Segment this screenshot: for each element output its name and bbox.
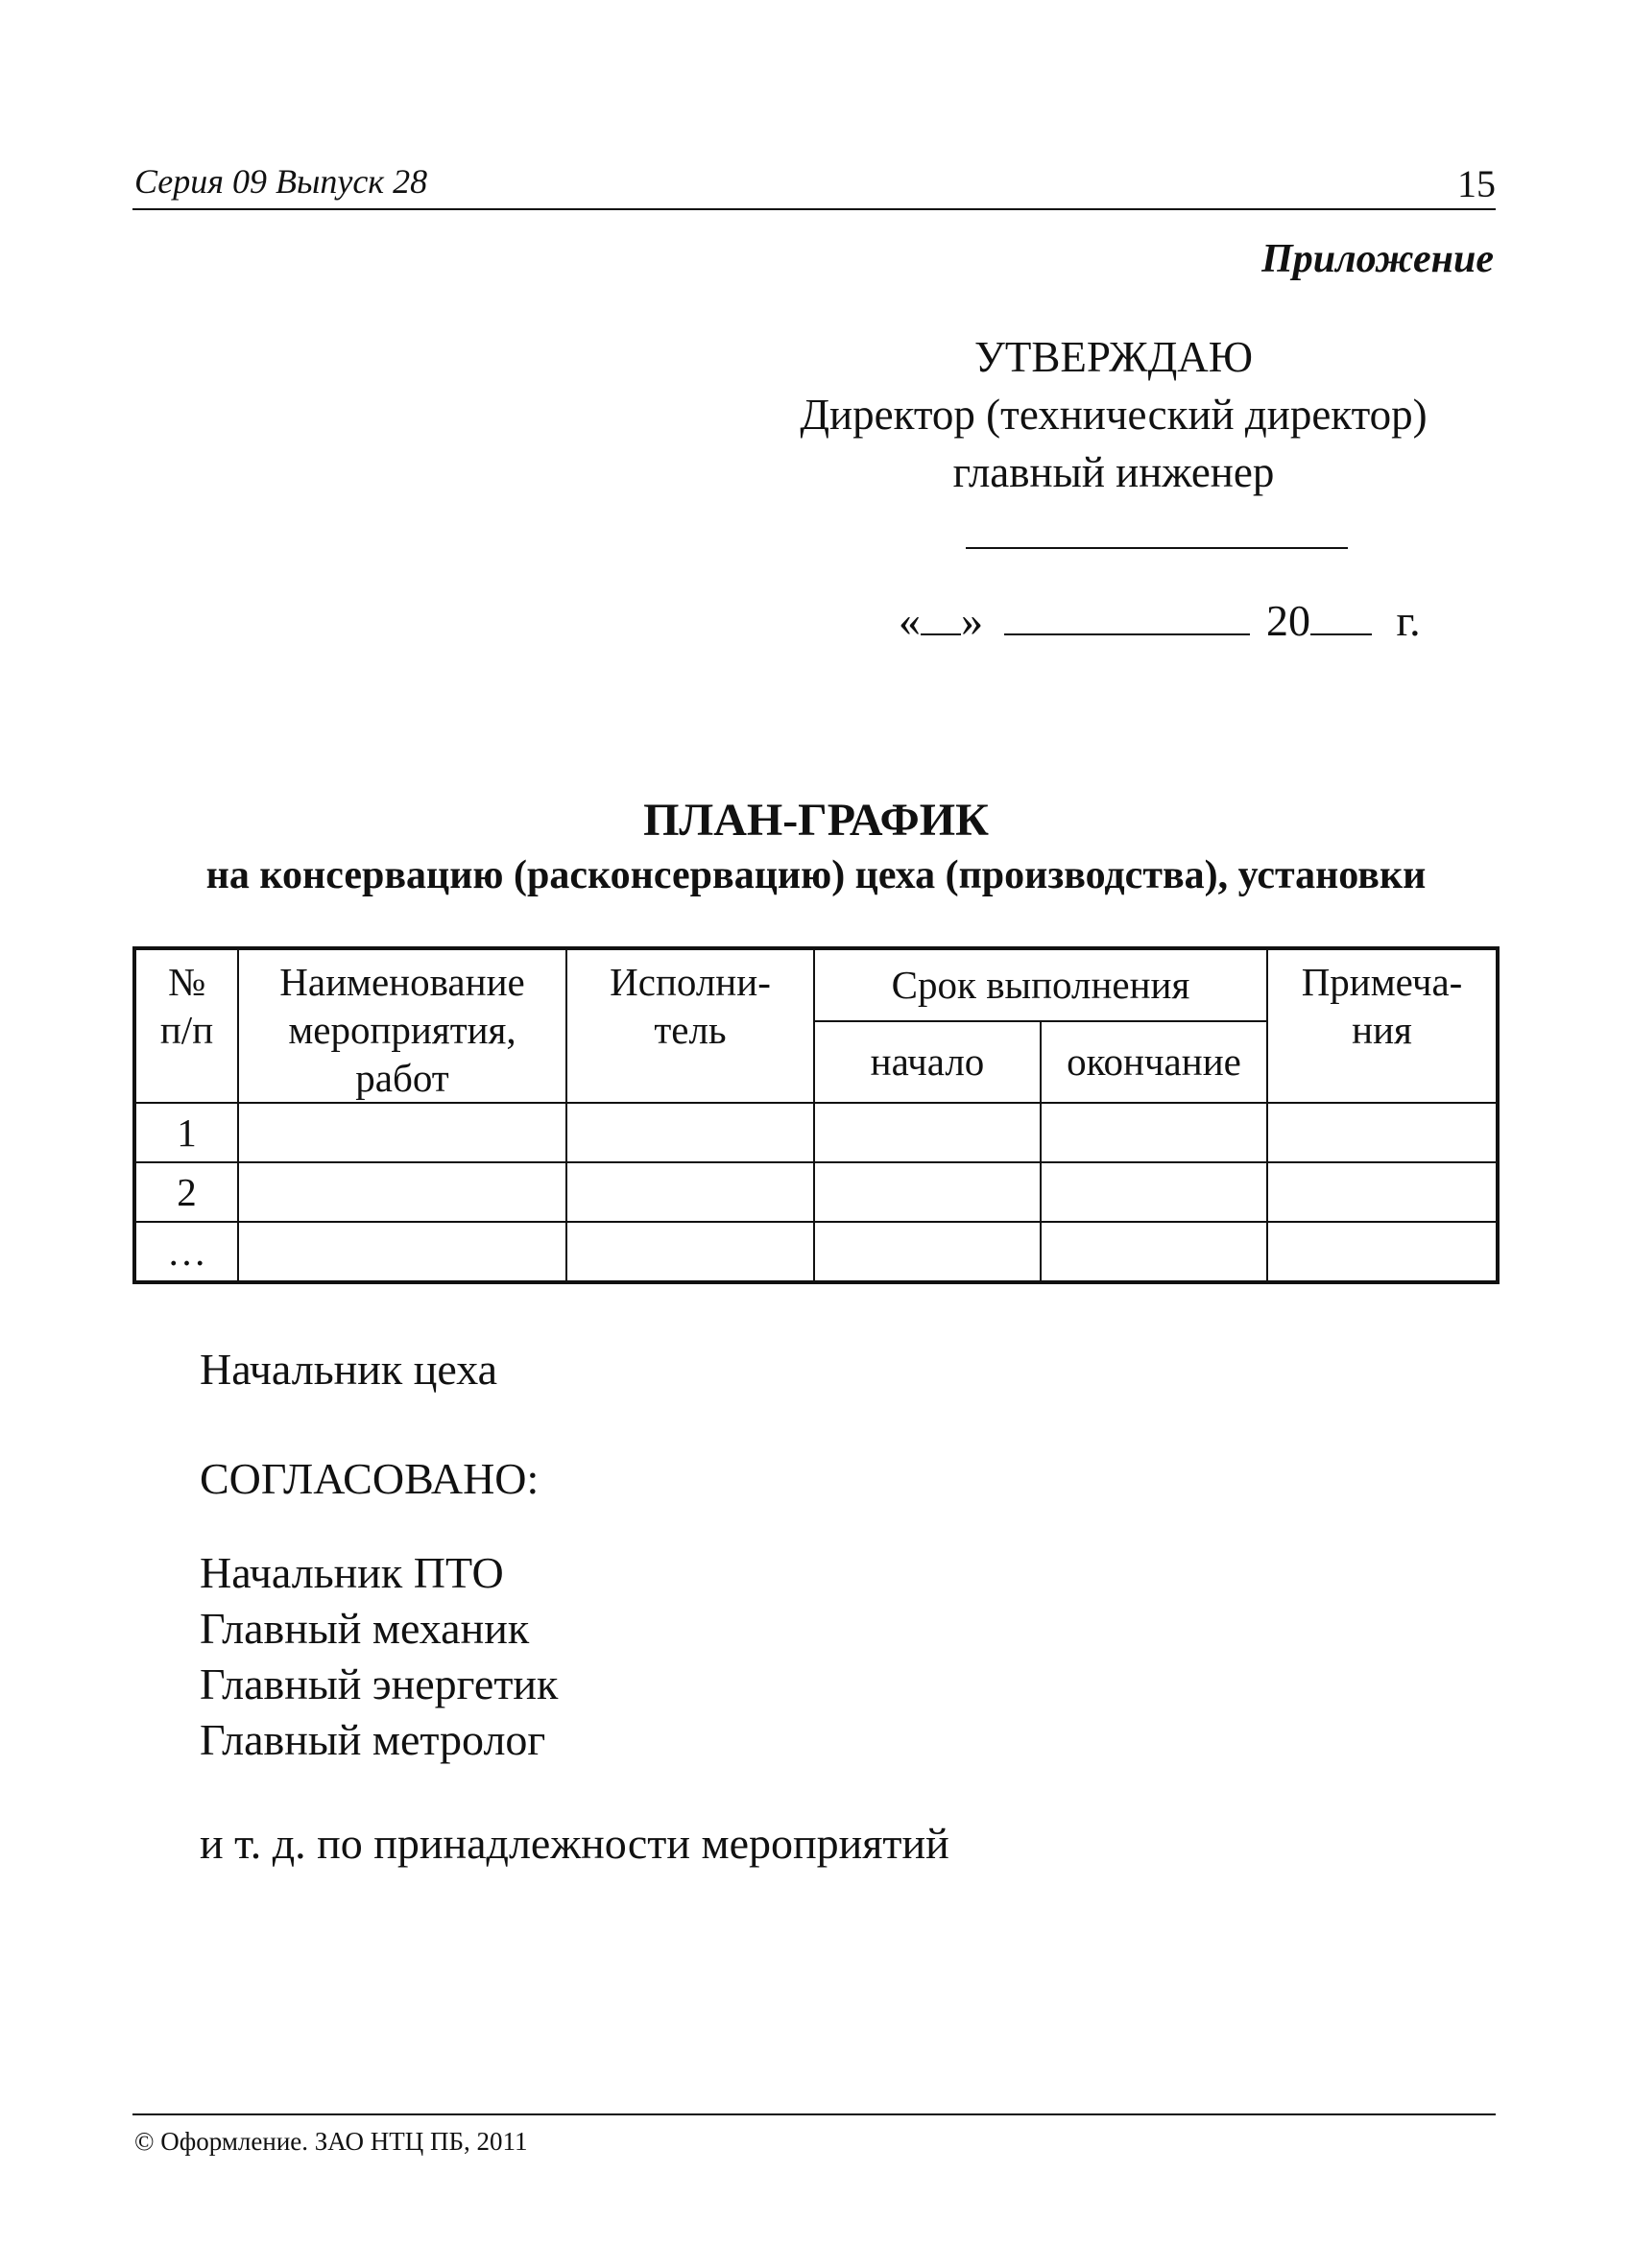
- header-period: Срок выполнения: [814, 948, 1267, 1021]
- signature-line: [966, 547, 1348, 549]
- cell-executor: [566, 1103, 814, 1162]
- footer-copyright: © Оформление. ЗАО НТЦ ПБ, 2011: [134, 2127, 528, 2156]
- approval-title: УТВЕРЖДАЮ: [973, 333, 1254, 381]
- header-rule: [132, 208, 1496, 210]
- list-item: Главный механик: [200, 1604, 530, 1653]
- table-row: [134, 1222, 1498, 1282]
- header-executor: Исполни- тель: [566, 948, 814, 1103]
- month-blank: [1004, 633, 1250, 635]
- header-name: Наименование мероприятия, работ: [238, 948, 566, 1103]
- cell-start: [814, 1162, 1041, 1222]
- list-item: Главный метролог: [200, 1715, 546, 1764]
- shop-head-label: Начальник цеха: [200, 1345, 498, 1394]
- cell-start: [814, 1222, 1041, 1282]
- row-number: …: [134, 1222, 238, 1282]
- cell-start: [814, 1103, 1041, 1162]
- year-suffix: г.: [1396, 596, 1421, 645]
- plan-title: ПЛАН-ГРАФИК: [643, 795, 989, 846]
- list-item: Начальник ПТО: [200, 1548, 504, 1597]
- plan-table: [132, 946, 1500, 1284]
- cell-end: [1041, 1222, 1267, 1282]
- table-row: [134, 1103, 1498, 1162]
- approval-position-line1: Директор (технический директор): [800, 391, 1428, 439]
- list-item: Главный энергетик: [200, 1659, 559, 1708]
- cell-name: [238, 1103, 566, 1162]
- cell-notes: [1267, 1162, 1498, 1222]
- page-number: 15: [1457, 162, 1496, 205]
- table-row: [134, 1162, 1498, 1222]
- cell-executor: [566, 1162, 814, 1222]
- year-blank: [1310, 633, 1372, 635]
- header-number: № п/п: [134, 948, 238, 1103]
- approval-position-line2: главный инженер: [952, 448, 1275, 496]
- date-quote-open: «: [899, 596, 921, 645]
- cell-notes: [1267, 1222, 1498, 1282]
- agreed-list: [200, 1545, 558, 1768]
- approval-date: [899, 595, 1421, 646]
- cell-notes: [1267, 1103, 1498, 1162]
- agreed-label: СОГЛАСОВАНО:: [200, 1454, 540, 1503]
- plan-subtitle: на консервацию (расконсервацию) цеха (производства), установки: [205, 853, 1427, 897]
- header-end: окончание: [1041, 1021, 1267, 1103]
- day-blank: [921, 633, 961, 635]
- cell-end: [1041, 1103, 1267, 1162]
- cell-executor: [566, 1222, 814, 1282]
- year-prefix: 20: [1266, 596, 1310, 645]
- row-number: 2: [134, 1162, 238, 1222]
- appendix-label: Приложение: [1261, 237, 1494, 281]
- agreed-tail: и т. д. по принадлежности мероприятий: [200, 1819, 949, 1868]
- footer-rule: [132, 2113, 1496, 2115]
- header-notes: Примеча- ния: [1267, 948, 1498, 1103]
- date-quote-close: »: [961, 596, 983, 645]
- row-number: 1: [134, 1103, 238, 1162]
- series-label: Серия 09 Выпуск 28: [134, 162, 428, 201]
- approval-block: [730, 328, 1498, 501]
- cell-name: [238, 1162, 566, 1222]
- cell-name: [238, 1222, 566, 1282]
- header-start: начало: [814, 1021, 1041, 1103]
- cell-end: [1041, 1162, 1267, 1222]
